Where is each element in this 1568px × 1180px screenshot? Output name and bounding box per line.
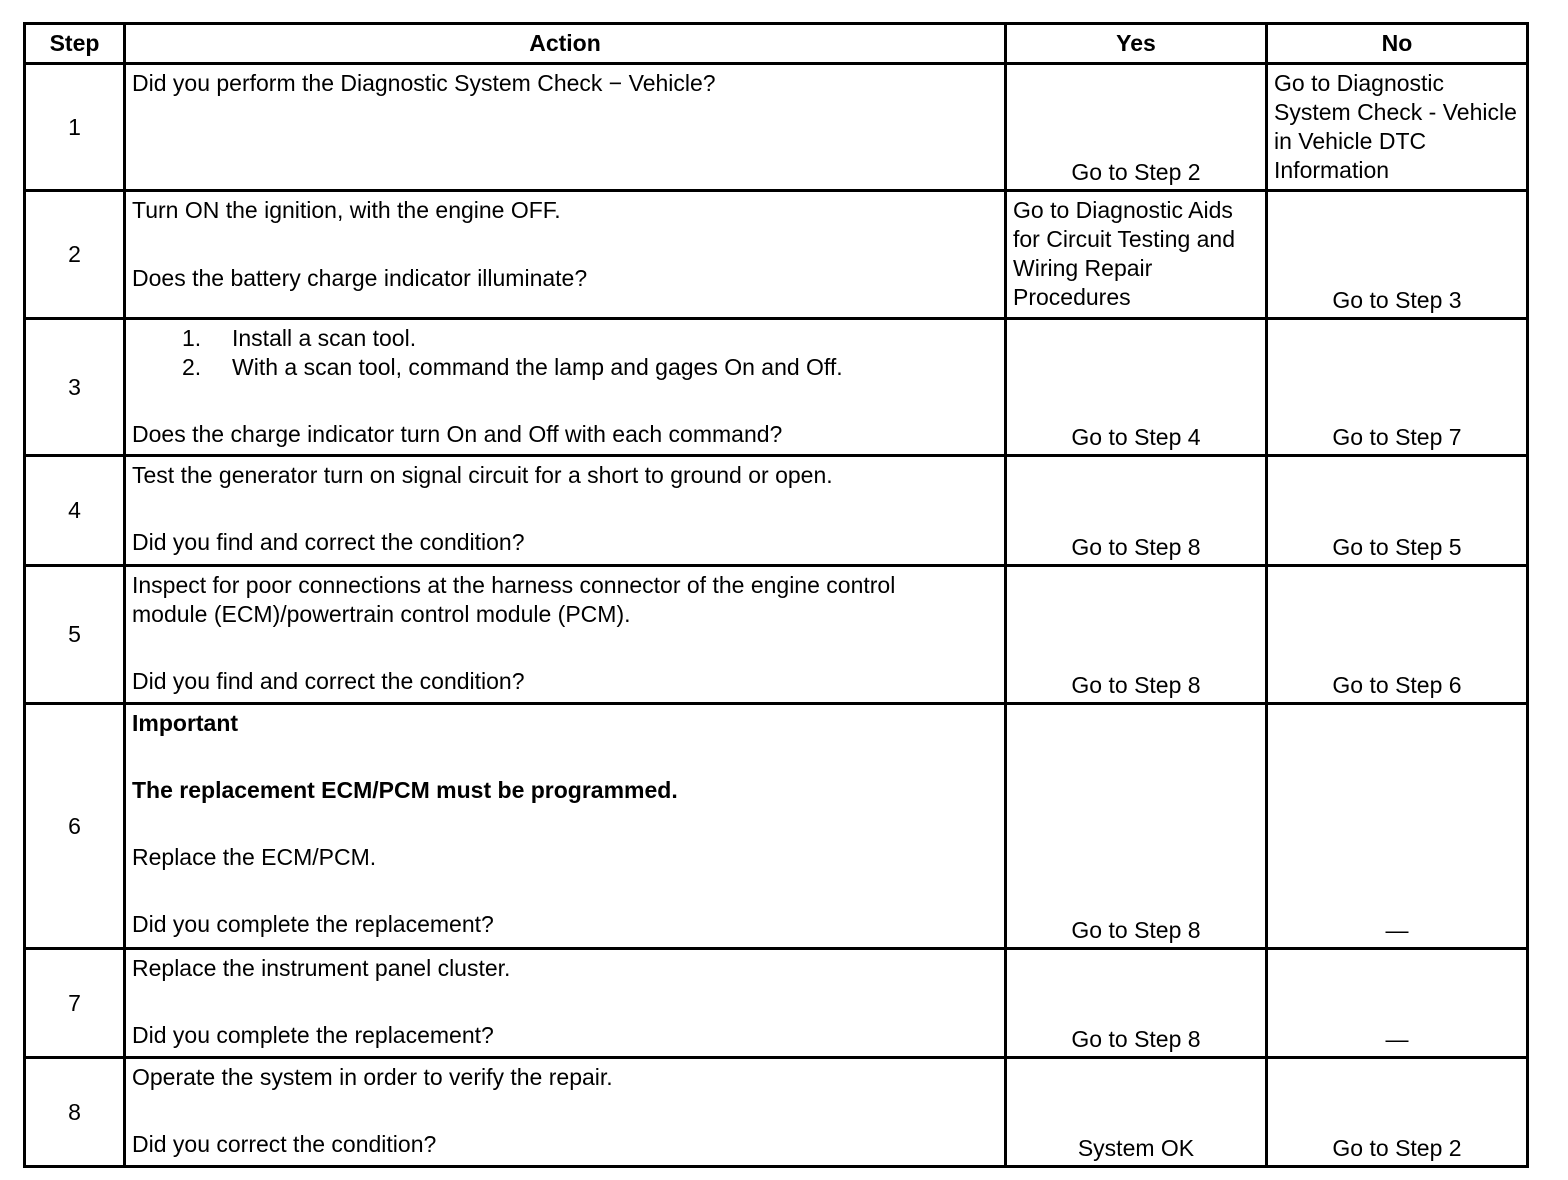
action-cell [125,64,1006,191]
action-question: Did you complete the replacement? [132,1022,494,1048]
action-cell [125,456,1006,566]
header-action: Action [125,24,1006,64]
yes-cell: Go to Step 4 [1006,319,1267,456]
action-text: Test the generator turn on signal circuit for a short to ground or open. [132,462,833,488]
action-text: Did you perform the Diagnostic System Check − Vehicle? [132,70,716,96]
no-cell: — [1267,949,1528,1058]
yes-cell: Go to Step 8 [1006,456,1267,566]
action-text: Replace the instrument panel cluster. [132,955,511,981]
action-text: Operate the system in order to verify the repair. [132,1064,613,1090]
no-cell: Go to Diagnostic System Check - Vehicle in Vehicle DTC Information [1267,64,1528,191]
action-question: Does the charge indicator turn On and Off with each command? [132,421,783,447]
action-question: Did you complete the replacement? [132,911,494,937]
step-number: 1 [25,64,125,191]
no-cell: Go to Step 2 [1267,1058,1528,1167]
action-text: Replace the ECM/PCM. [132,844,377,870]
action-question: Does the battery charge indicator illuminate? [132,265,588,291]
action-cell [125,1058,1006,1167]
yes-cell: Go to Step 2 [1006,64,1267,191]
table-row [25,704,1528,949]
step-list [132,324,998,382]
table-row [25,1058,1528,1167]
important-heading: Important [132,710,239,736]
yes-cell: Go to Step 8 [1006,949,1267,1058]
action-cell [125,191,1006,319]
list-item [132,353,998,382]
no-cell: Go to Step 7 [1267,319,1528,456]
table-row [25,949,1528,1058]
yes-cell: Go to Diagnostic Aids for Circuit Testing and Wiring Repair Procedures [1006,191,1267,319]
list-item-number: 1. [182,325,202,351]
yes-cell: Go to Step 8 [1006,566,1267,704]
important-note: The replacement ECM/PCM must be programmed. [132,777,678,803]
step-number: 6 [25,704,125,949]
list-item-text: Install a scan tool. [232,325,417,351]
action-question: Did you correct the condition? [132,1131,437,1157]
table-row [25,64,1528,191]
list-item-number: 2. [182,354,202,380]
action-question: Did you find and correct the condition? [132,529,525,555]
header-no: No [1267,24,1528,64]
table-row [25,191,1528,319]
list-item [132,324,998,353]
action-cell [125,949,1006,1058]
header-step: Step [25,24,125,64]
step-number: 7 [25,949,125,1058]
step-number: 8 [25,1058,125,1167]
table-row [25,456,1528,566]
header-row [25,24,1528,64]
step-number: 5 [25,566,125,704]
action-text: Inspect for poor connections at the harness connector of the engine control module (ECM)/powertrain control module (PCM). [132,572,896,627]
header-yes: Yes [1006,24,1267,64]
no-cell: — [1267,704,1528,949]
action-text: Turn ON the ignition, with the engine OFF. [132,197,561,223]
table-row [25,319,1528,456]
diagnostic-table [23,22,1529,1168]
list-item-text: With a scan tool, command the lamp and gages On and Off. [232,354,843,380]
action-cell [125,566,1006,704]
no-cell: Go to Step 5 [1267,456,1528,566]
table-row [25,566,1528,704]
yes-cell: Go to Step 8 [1006,704,1267,949]
action-cell [125,704,1006,949]
yes-cell: System OK [1006,1058,1267,1167]
step-number: 3 [25,319,125,456]
action-question: Did you find and correct the condition? [132,668,525,694]
action-cell [125,319,1006,456]
step-number: 2 [25,191,125,319]
no-cell: Go to Step 6 [1267,566,1528,704]
step-number: 4 [25,456,125,566]
no-cell: Go to Step 3 [1267,191,1528,319]
